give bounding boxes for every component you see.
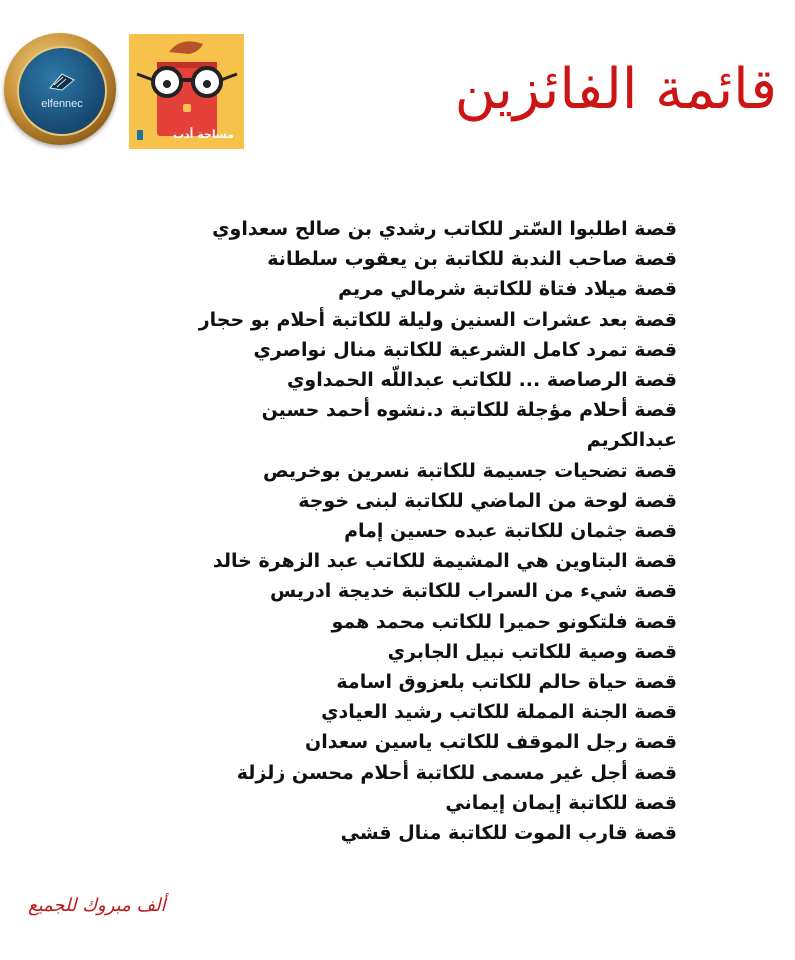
badge-inner-circle	[17, 46, 107, 136]
list-item: قصة الجنة المملة للكاتب رشيد العيادي	[321, 701, 677, 724]
page-title: قائمة الفائزين	[454, 57, 777, 122]
list-item: قصة وصية للكاتب نبيل الجابري	[387, 640, 677, 663]
list-item: قصة جثمان للكاتبة عبده حسين إمام	[344, 520, 677, 543]
list-item: قصة لوحة من الماضي للكاتبة لبنى خوجة	[298, 489, 677, 512]
list-item: قصة اطلبوا السّتر للكاتب رشدي بن صالح سعداوي	[212, 218, 677, 240]
book-icon	[48, 70, 76, 92]
list-item: قصة تمرد كامل الشرعية للكاتبة منال نواصري	[253, 338, 677, 361]
list-item: قصة فلتكونو حميرا للكاتب محمد همو	[331, 610, 677, 633]
logo-text: مساحة أدب	[172, 128, 234, 141]
list-item: قصة قارب الموت للكاتبة منال قشي	[340, 822, 677, 845]
list-item: قصة البتاوين هي المشيمة للكاتب عبد الزهرة خالد	[212, 550, 677, 573]
list-item: قصة أحلام مؤجلة للكاتبة د.نشوه أحمد حسين	[261, 399, 677, 422]
list-item: قصة شيء من السراب للكاتبة خديجة ادريس	[270, 580, 677, 603]
list-item: قصة للكاتبة إيمان إيماني	[445, 791, 677, 814]
list-item: عبدالكريم	[586, 429, 677, 452]
list-item: قصة تضحيات جسيمة للكاتبة نسرين بوخريص	[263, 459, 677, 482]
winners-list	[67, 214, 677, 848]
list-item: قصة رجل الموقف للكاتب ياسين سعدان	[305, 731, 677, 754]
elfennec-badge-logo	[4, 33, 116, 145]
list-item: قصة بعد عشرات السنين وليلة للكاتبة أحلام بو حجار	[198, 308, 677, 331]
list-item: قصة الرصاصة ... للكاتب عبداللّه الحمداوي	[286, 369, 677, 392]
list-item: قصة ميلاد فتاة للكاتبة شرمالي مريم	[338, 278, 677, 301]
congrats-signature: ألف مبروك للجميع	[28, 895, 166, 916]
list-item: قصة حياة حالم للكاتب بلعزوق اسامة	[336, 671, 677, 694]
list-item: قصة صاحب الندبة للكاتبة بن يعقوب سلطانة	[267, 248, 677, 271]
list-item: قصة أجل غير مسمى للكاتبة أحلام محسن زلزلة	[236, 761, 677, 784]
badge-text: elfennec	[41, 98, 83, 110]
masahat-adab-logo	[129, 34, 244, 149]
